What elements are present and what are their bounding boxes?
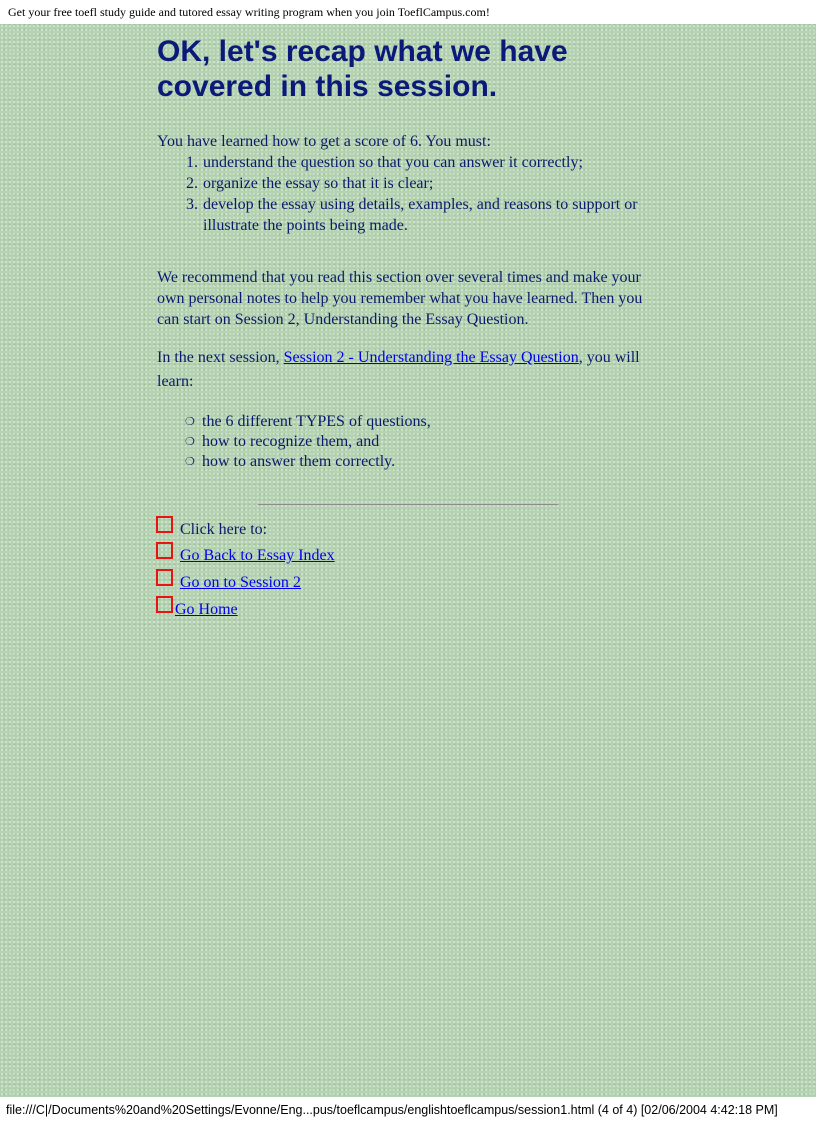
list-item: 3. develop the essay using details, examples, and reasons to support or illustrate the points being made.	[202, 194, 657, 236]
list-item	[185, 452, 657, 472]
back-to-essay-index-link[interactable]: Go Back to Essay Index	[180, 547, 335, 564]
circle-bullet-icon: ❍	[185, 436, 195, 448]
circle-bullet-icon: ❍	[185, 456, 195, 468]
recommend-paragraph: We recommend that you read this section over several times and make your own personal notes to help you remember what you have learned. Then you can start on Session 2, Understanding the Essay Question.	[157, 269, 643, 328]
intro-text: You have learned how to get a score of 6. You must:	[157, 133, 491, 150]
next-session-paragraph	[157, 346, 657, 394]
steps-list	[157, 152, 657, 236]
go-home-link[interactable]: Go Home	[175, 601, 238, 618]
next-prefix: In the next session,	[157, 349, 284, 366]
session2-link[interactable]: Session 2 - Understanding the Essay Question	[283, 349, 579, 366]
next-suffix: , you will learn:	[157, 349, 640, 390]
topics-list	[157, 412, 657, 472]
list-item: 2. organize the essay so that it is clear;	[202, 173, 657, 194]
list-item: 1. understand the question so that you can answer it correctly;	[202, 152, 657, 173]
footer-text: file:///C|/Documents%20and%20Settings/Evonne/Eng...pus/toeflcampus/englishtoeflcampus/session1.html (4 of 4) [02/06/2004 4:42:18 PM]	[6, 1103, 778, 1117]
page-title: OK, let's recap what we have covered in this session.	[157, 35, 568, 103]
broken-image-icon[interactable]	[156, 569, 173, 586]
click-here-text: Click here to:	[180, 521, 268, 538]
topic-text: how to recognize them, and	[202, 433, 380, 450]
top-banner	[0, 0, 816, 24]
go-on-session2-link[interactable]: Go on to Session 2	[180, 574, 301, 591]
file-path-footer	[0, 1097, 816, 1123]
broken-image-icon[interactable]	[156, 596, 173, 613]
list-item	[185, 412, 657, 432]
topic-text: the 6 different TYPES of questions,	[202, 413, 431, 430]
topic-text: how to answer them correctly.	[202, 453, 396, 470]
broken-image-icon	[156, 516, 173, 533]
broken-image-icon[interactable]	[156, 542, 173, 559]
banner-text: Get your free toefl study guide and tutored essay writing program when you join ToeflCampus.com!	[8, 5, 490, 19]
main-content	[157, 34, 657, 472]
circle-bullet-icon: ❍	[185, 416, 195, 428]
divider	[258, 504, 558, 505]
list-item	[185, 432, 657, 452]
